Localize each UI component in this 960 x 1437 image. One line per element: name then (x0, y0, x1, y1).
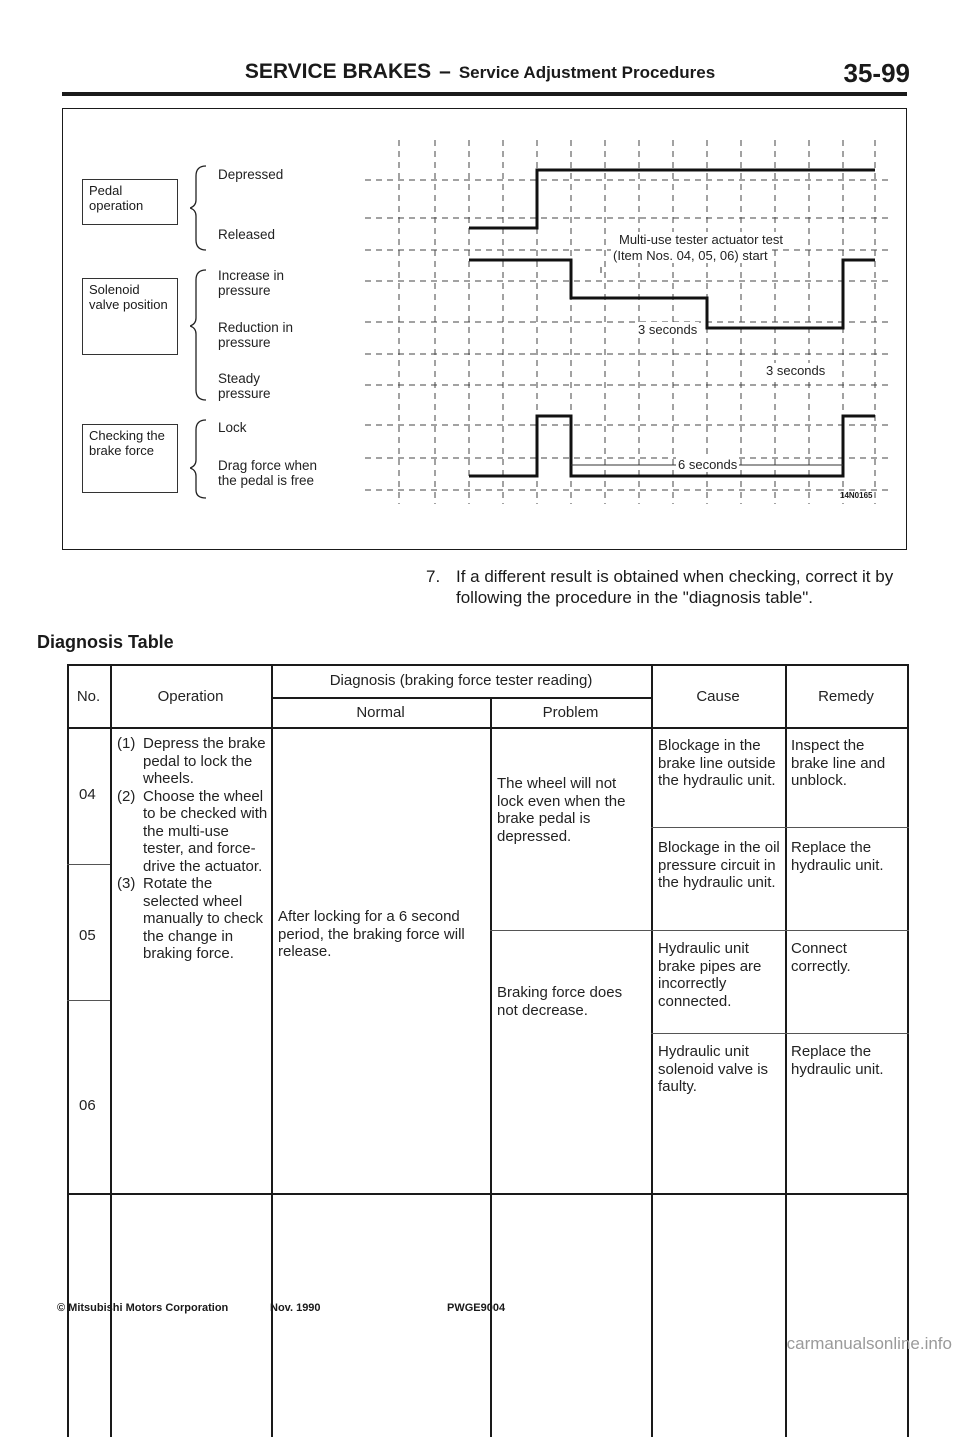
state-reduction-pressure: Reduction in pressure (218, 320, 294, 350)
header-operation: Operation (157, 688, 224, 705)
operation-step-number: (3) (117, 875, 136, 892)
header-rule (62, 92, 907, 96)
label-three-seconds-b: 3 seconds (766, 363, 826, 378)
cause-row-2: Blockage in the oil pressure circuit in the hydraulic unit. (658, 839, 780, 891)
operation-step (117, 875, 269, 963)
category-solenoid-valve-position: Solenoid valve position (82, 278, 178, 355)
label-three-seconds-a: 3 seconds (638, 322, 698, 337)
state-increase-pressure: Increase in pressure (218, 268, 285, 298)
operation-step-number: (2) (117, 787, 136, 805)
remedy-row-1: Inspect the brake line and unblock. (791, 737, 886, 789)
row-no-05: 05 (79, 927, 96, 944)
cause-row-1: Blockage in the brake line outside the hydraulic unit. (658, 737, 776, 789)
header-remedy: Remedy (818, 688, 874, 705)
normal-result: After locking for a 6 second period, the braking force will release. (278, 908, 465, 960)
operation-step-text: Rotate the selected wheel manually to check the change in braking force. (143, 875, 264, 962)
table-left-border (67, 664, 69, 1437)
remedy-row-4: Replace the hydraulic unit. (791, 1043, 884, 1078)
table-right-border (907, 664, 909, 1437)
timing-diagram (365, 140, 895, 510)
title-separator: – (439, 60, 451, 83)
state-steady-pressure: Steady pressure (218, 371, 271, 401)
brace-pedal (190, 166, 206, 250)
timing-grid (365, 140, 890, 504)
state-drag-force: Drag force when the pedal is free (218, 458, 318, 488)
page-number: 35-99 (843, 58, 910, 88)
header-cause: Cause (696, 688, 740, 705)
col-divider-operation (271, 664, 273, 1437)
operation-step (117, 735, 269, 788)
category-checking-brake-force: Checking the brake force (82, 424, 178, 493)
col-divider-problem (651, 664, 653, 1437)
label-test-start: Multi-use tester actuator test (619, 232, 784, 247)
row-divider-no-1 (67, 864, 110, 865)
watermark: carmanualsonline.info (786, 1334, 952, 1353)
row-no-04: 04 (79, 786, 96, 803)
problem-no-lock: The wheel will not lock even when the brake pedal is depressed. (497, 775, 626, 845)
header-diagnosis: Diagnosis (braking force tester reading) (329, 672, 593, 689)
footer-copyright: © Mitsubishi Motors Corporation (57, 1302, 229, 1314)
table-top-border (67, 664, 909, 666)
row-divider-no-2 (67, 1000, 110, 1001)
signal-pedal (469, 170, 875, 228)
operation-step (117, 788, 269, 876)
remedy-row-2: Replace the hydraulic unit. (791, 839, 884, 874)
col-divider-cause (785, 664, 787, 1437)
operation-steps (117, 735, 269, 963)
header-no: No. (76, 688, 101, 705)
brace-solenoid (190, 270, 206, 400)
brace-checking (190, 420, 206, 498)
state-lock: Lock (218, 420, 247, 435)
category-pedal-operation: Pedal operation (82, 179, 178, 225)
row-divider-cause-1 (651, 827, 909, 828)
page-header-title (0, 60, 960, 84)
section-subtitle: Service Adjustment Procedures (458, 63, 716, 82)
header-bottom-rule (67, 727, 909, 729)
step-7-text: If a different result is obtained when checking, correct it by following the procedure in the "diagnosis table". (456, 567, 894, 607)
state-released: Released (218, 227, 276, 242)
row-divider-cause-3 (651, 1033, 909, 1034)
col-divider-normal (490, 697, 492, 1437)
operation-step-number: (1) (117, 735, 136, 752)
label-test-start-items: (Item Nos. 04, 05, 06) start (613, 248, 768, 263)
table-bottom-border (67, 1193, 909, 1195)
signal-solenoid (469, 260, 875, 328)
problem-no-decrease: Braking force does not decrease. (497, 984, 623, 1019)
cause-row-3: Hydraulic unit brake pipes are incorrectly connected. (658, 940, 762, 1010)
col-divider-no (110, 664, 112, 1437)
remedy-row-3: Connect correctly. (791, 940, 851, 975)
header-problem: Problem (542, 704, 599, 721)
step-7-paragraph (426, 566, 916, 608)
footer-date: Nov. 1990 (270, 1302, 321, 1314)
header-normal: Normal (356, 704, 405, 721)
table-heading: Diagnosis Table (37, 632, 174, 652)
operation-step-text: Depress the brake pedal to lock the wheels. (143, 735, 266, 787)
diagnosis-subheader-rule (271, 697, 651, 699)
step-7-number: 7. (426, 567, 441, 586)
row-divider-problem-1 (490, 930, 909, 931)
operation-step-text: Choose the wheel to be checked with the multi-use tester, and force-drive the actuator. (143, 787, 268, 875)
figure-code: 14N0165 (840, 491, 873, 500)
diagnosis-table (67, 664, 909, 1194)
signal-brake-force (469, 416, 875, 476)
label-six-seconds: 6 seconds (678, 457, 738, 472)
state-depressed: Depressed (218, 167, 284, 182)
section-title: SERVICE BRAKES (244, 60, 432, 83)
footer-code: PWGE9004 (447, 1302, 506, 1314)
row-no-06: 06 (79, 1097, 96, 1114)
cause-row-4: Hydraulic unit solenoid valve is faulty. (658, 1043, 769, 1095)
